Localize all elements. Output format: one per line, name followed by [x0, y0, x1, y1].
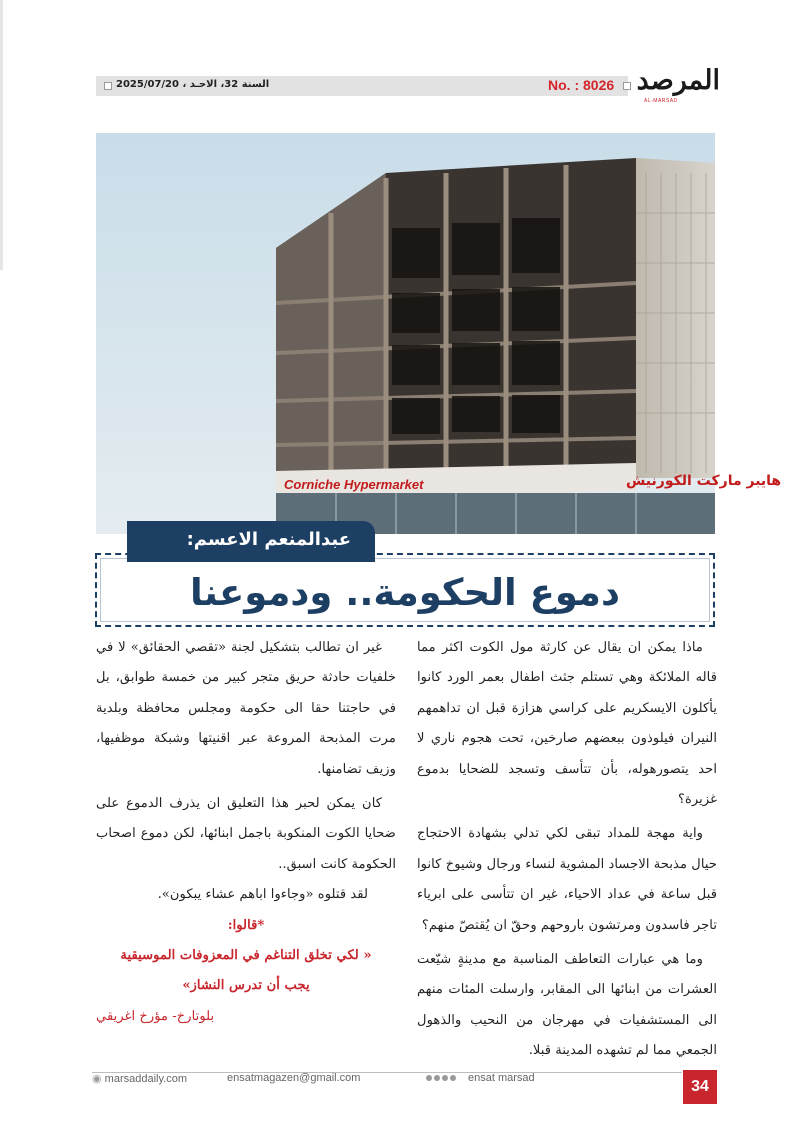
store-sign-arabic: هايبر ماركت الكورنيش — [626, 473, 782, 489]
header-square-icon — [104, 82, 112, 90]
youtube-icon[interactable] — [450, 1075, 456, 1081]
author-name: عبدالمنعم الاعسم: — [186, 529, 351, 550]
social-icons — [426, 1075, 456, 1081]
header-square-icon — [623, 82, 631, 90]
store-sign-english: Corniche Hypermarket — [284, 477, 424, 492]
issue-number: No. : 8026 — [548, 77, 615, 93]
logo-subtitle: AL-MARSAD — [644, 98, 678, 104]
quote-line: يجب أن تدرس النشاز» — [182, 978, 310, 994]
website-link[interactable]: marsaddaily.com — [104, 1073, 187, 1085]
instagram-icon[interactable] — [442, 1075, 448, 1081]
paragraph: ماذا يمكن ان يقال عن كارثة مول الكوت اكثر مما قاله الملائكة وهي تستلم جثث اطفال بعمر الورد كانوا يأكلون الايسكريم على كراسي هزازة قبل ان تداهمهم النيران فيلوذون ببعضهم صارخين، تحت هجوم ناري لا احد يتصورهوله، بأن تتأسف وتسجد للضحايا بدموع غزيرة؟ — [417, 640, 717, 808]
author-tab — [127, 521, 375, 562]
page-edge-mark — [0, 0, 3, 270]
paragraph: وما هي عبارات التعاطف المناسبة مع مدينةٍ شيّعت العشرات من ابنائها الى المقابر، وارسلت المئات منهم الى المستشفيات في مهرجان من النحيب والذهول الجمعي مما لم تشهده المدينة قبلا. — [417, 952, 717, 1059]
article-title: دموع الحكومة.. ودموعنا — [190, 571, 620, 614]
paragraph: لقد قتلوه «وجاءوا اباهم عشاء يبكون». — [157, 887, 368, 903]
globe-icon: ◉ — [92, 1073, 102, 1085]
article-column-right — [417, 633, 717, 1067]
logo-wordmark: المرصد — [636, 65, 720, 96]
quote-heading: *قالوا: — [227, 917, 265, 933]
article-column-left — [96, 633, 396, 1002]
footer-email[interactable]: ensatmagazen@gmail.com — [227, 1072, 361, 1084]
quote-line: « لكي تخلق التناغم في المعزوفات الموسيقية — [120, 948, 372, 964]
page-number: 34 — [683, 1070, 717, 1104]
article-photo — [96, 133, 782, 534]
issue-date: السنة 32، الاحـد ، 2025/07/20 — [116, 79, 270, 90]
twitter-icon[interactable] — [434, 1075, 440, 1081]
facebook-icon[interactable] — [426, 1075, 432, 1081]
paragraph: كان يمكن لحبر هذا التعليق ان يذرف الدموع على ضحايا الكوت المنكوبة باجمل ابنائها، لكن دموع اصحاب الحكومة كانت اسبق.. — [96, 796, 396, 872]
newspaper-logo — [636, 65, 720, 104]
paragraph: غير ان تطالب بتشكيل لجنة «تقصي الحقائق» لا في خلفيات حادثة حريق متجر كبير من خمسة طوابق، بل في حاجتنا حقا الى حكومة ومجلس محافظة وبلدية مرت المذبحة المروعة عبر اقنيتها وشبكة موظفيها، وزيف تضامنها. — [96, 640, 396, 777]
quote-attribution: بلوتارخ- مؤرخ اغريقي — [96, 1009, 215, 1024]
burned-building-image — [96, 133, 782, 534]
paragraph: واية مهجة للمداد تبقى لكي تدلي بشهادة الاحتجاج حيال مذبحة الاجساد المشوية لنساء ورجال وشيوخ كانوا قبل ساعة في عداد الاحياء، غير ان تتأسى على ابرياء تاجر فاسدون ومرتشون باروحهم وحقّ ان يُقتصّ منهم؟ — [417, 826, 717, 933]
footer-social-handle[interactable]: ensat marsad — [468, 1072, 535, 1084]
footer-website[interactable] — [92, 1072, 187, 1085]
